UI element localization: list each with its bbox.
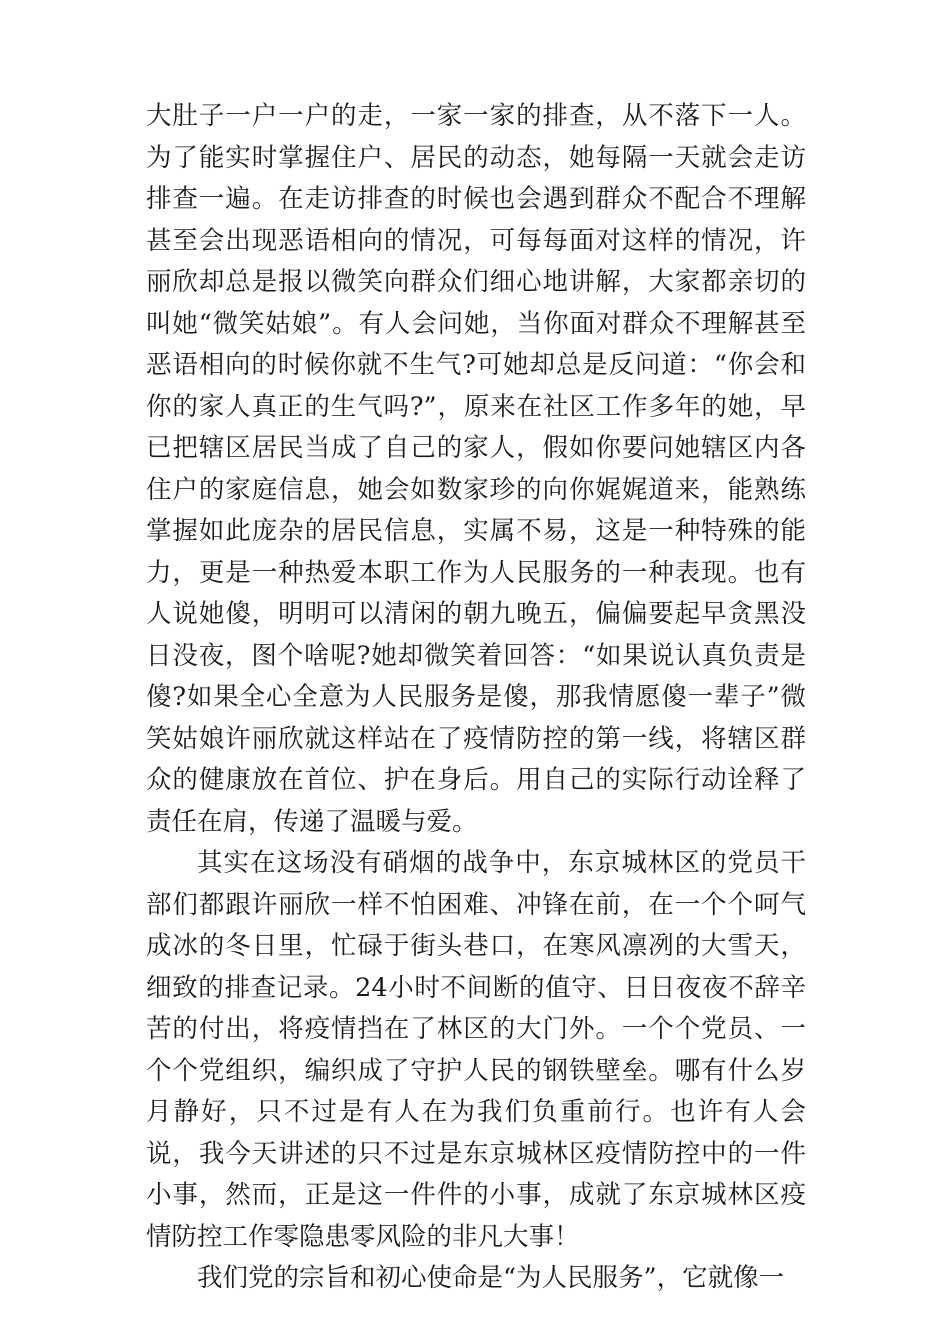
document-body [146, 96, 806, 1300]
paragraph-2: 其实在这场没有硝烟的战争中，东京城林区的党员干部们都跟许丽欣一样不怕困难、冲锋在前，在一个个呵气成冰的冬日里，忙碌于街头巷口，在寒风凛冽的大雪天，细致的排查记录。24小时不间断的值守、日日夜夜不辞辛苦的付出，将疫情挡在了林区的大门外。一个个党员、一个个党组织，编织成了守护人民的钢铁壁垒。哪有什么岁月静好，只不过是有人在为我们负重前行。也许有人会说，我今天讲述的只不过是东京城林区疫情防控中的一件小事，然而，正是这一件件的小事，成就了东京城林区疫情防控工作零隐患零风险的非凡大事！ [146, 848, 806, 1252]
paragraph-3: 我们党的宗旨和初心使命是“为人民服务”，它就像一 [197, 1263, 785, 1293]
paragraph-1: 大肚子一户一户的走，一家一家的排查，从不落下一人。为了能实时掌握住户、居民的动态，她每隔一天就会走访排查一遍。在走访排查的时候也会遇到群众不配合不理解甚至会出现恶语相向的情况，可每每面对这样的情况，许丽欣却总是报以微笑向群众们细心地讲解，大家都亲切的叫她“微笑姑娘”。有人会问她，当你面对群众不理解甚至恶语相向的时候你就不生气?可她却总是反问道：“你会和你的家人真正的生气吗?”，原来在社区工作多年的她，早已把辖区居民当成了自己的家人，假如你要问她辖区内各住户的家庭信息，她会如数家珍的向你娓娓道来，能熟练掌握如此庞杂的居民信息，实属不易，这是一种特殊的能力，更是一种热爱本职工作为人民服务的一种表现。也有人说她傻，明明可以清闲的朝九晚五，偏偏要起早贪黑没日没夜，图个啥呢?她却微笑着回答：“如果说认真负责是傻?如果全心全意为人民服务是傻，那我情愿傻一辈子”微笑姑娘许丽欣就这样站在了疫情防控的第一线，将辖区群众的健康放在首位、护在身后。用自己的实际行动诠释了责任在肩，传递了温暖与爱。 [146, 101, 806, 837]
